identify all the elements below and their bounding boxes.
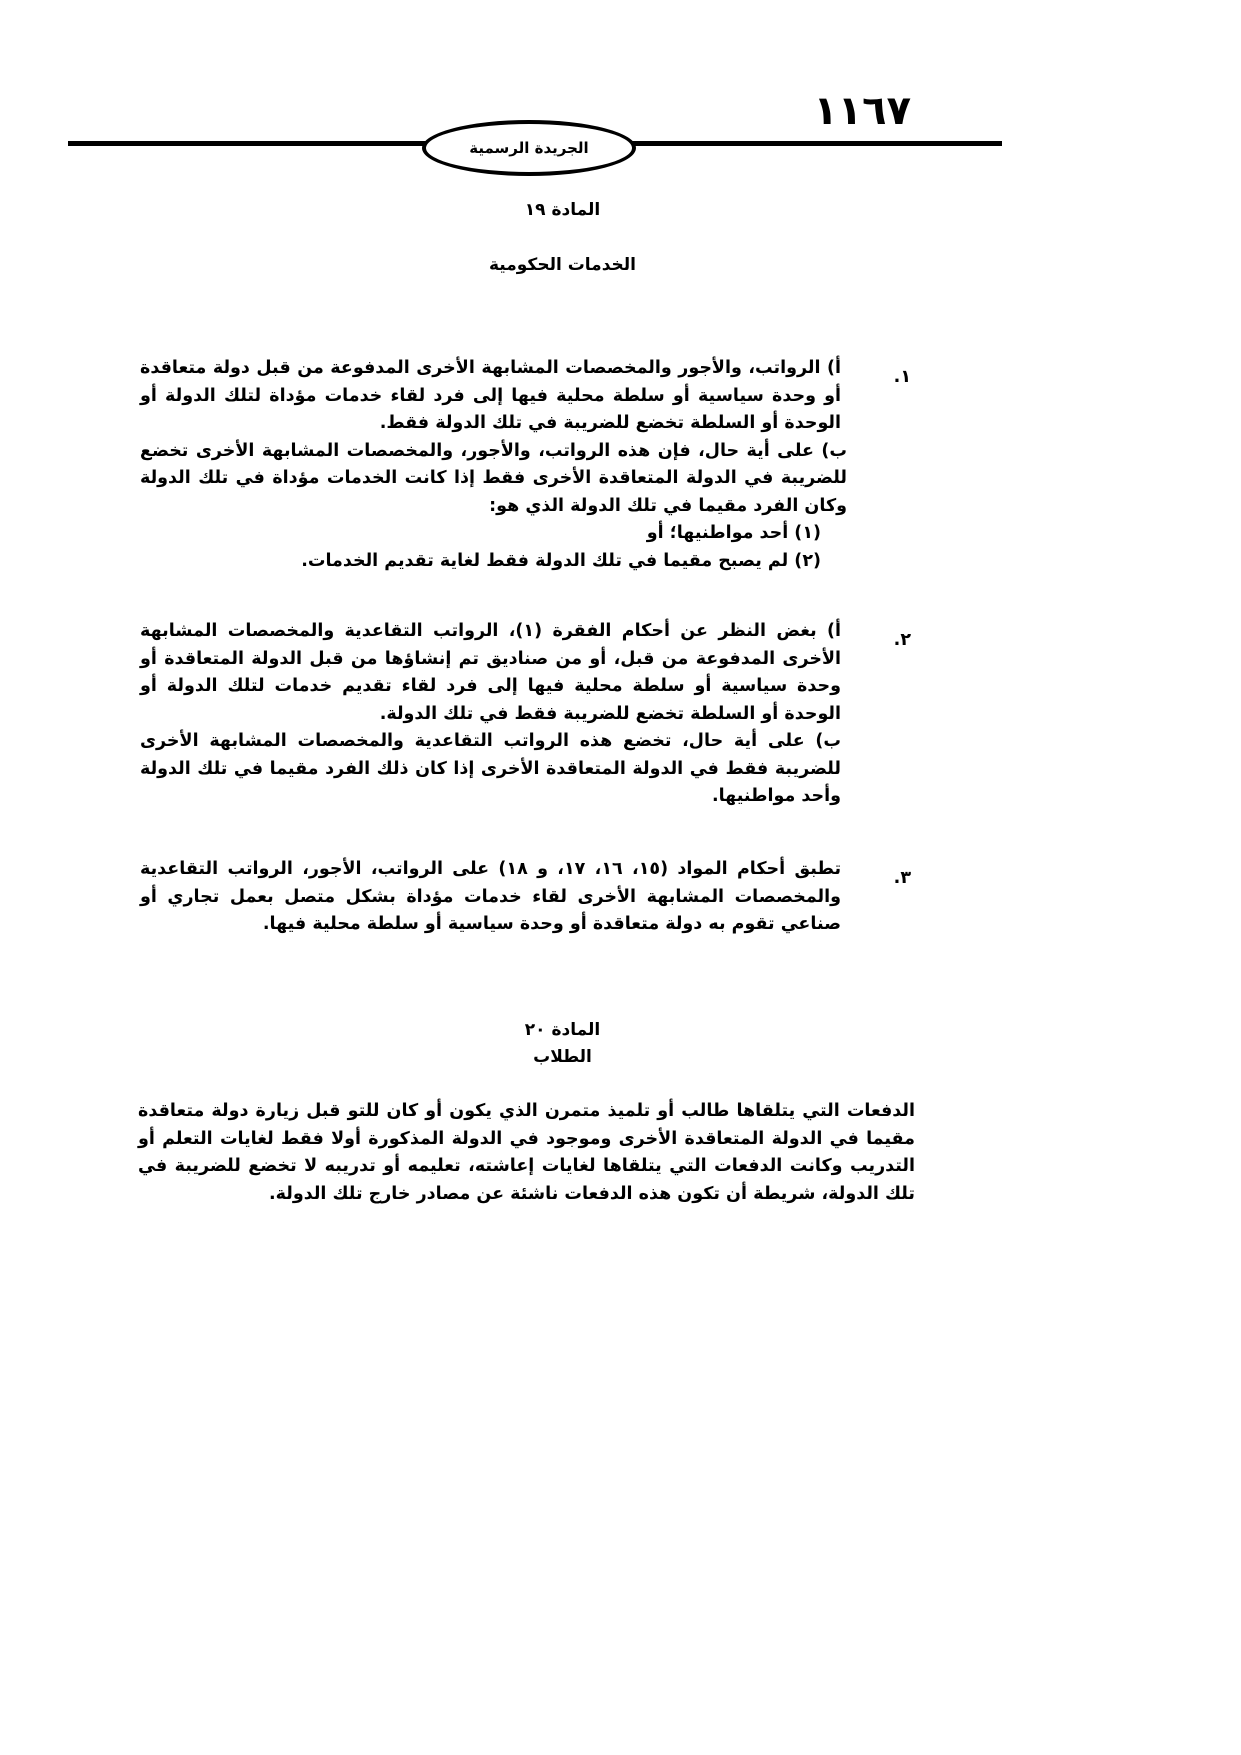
gazette-title-oval [422,120,636,176]
item-3-text: تطبق أحكام المواد (١٥، ١٦، ١٧، و ١٨) على الرواتب، الأجور، الرواتب التقاعدية والمخصصات المشابهة الأخرى لقاء خدمات مؤداة بشكل متصل بعمل تجاري أو صناعي تقوم به دولة متعاقدة أو وحدة سياسية أو سلطة محلية فيها. [140,859,842,934]
item-1-a: أ) الرواتب، والأجور والمخصصات المشابهة الأخرى المدفوعة من قبل دولة متعاقدة أو وحدة سياسية أو سلطة محلية فيها إلى فرد لقاء خدمات مؤداة لتلك الدولة أو الوحدة أو السلطة تخضع للضريبة في تلك الدولة فقط. [140,358,841,433]
header-rule-left [68,141,428,146]
item-2-a: أ) بغض النظر عن أحكام الفقرة (١)، الرواتب التقاعدية والمخصصات المشابهة الأخرى المدفوعة من قبل، أو من صناديق تم إنشاؤها من قبل الدولة المتعاقدة أو وحدة سياسية أو سلطة محلية فيها إلى فرد لقاء تقديم خدمات لتلك الدولة أو الوحدة أو السلطة تخضع للضريبة فقط في تلك الدولة. [140,621,841,724]
article-20-text [138,1098,915,1208]
item-3-number: ٣. [893,868,911,888]
header-rule-right [622,141,1002,146]
article-19-item-3 [140,856,841,939]
page-number: ١١٦٧ [813,88,911,134]
article-19-item-2 [140,618,841,811]
article-19-title: المادة ١٩ [524,200,601,220]
item-1-number: ١. [893,367,911,387]
article-19-subtitle: الخدمات الحكومية [489,255,636,275]
item-1-b: ب) على أية حال، فإن هذه الرواتب، والأجور، والمخصصات المشابهة الأخرى تخضع للضريبة في الدولة المتعاقدة الأخرى فقط إذا كانت الخدمات مؤداة في تلك الدولة وكان الفرد مقيما في تلك الدولة الذي هو: [140,440,847,516]
article-19-item-1 [140,355,847,575]
gazette-title: الجريدة الرسمية [469,139,589,157]
item-1-b2: (٢) لم يصبح مقيما في تلك الدولة فقط لغاية تقديم الخدمات. [301,550,821,571]
article-20-subtitle: الطلاب [533,1047,592,1067]
article-20-paragraph: الدفعات التي يتلقاها طالب أو تلميذ متمرن الذي يكون أو كان للتو قبل زيارة دولة متعاقدة مقيما في الدولة المتعاقدة الأخرى وموجود في الدولة المذكورة أولا فقط لغايات التعلم أو التدريب وكانت الدفعات التي يتلقاها لغايات إعاشته، تعليمه أو تدريبه لا تخضع للضريبة في تلك الدولة، شريطة أن تكون هذه الدفعات ناشئة عن مصادر خارج تلك الدولة. [138,1101,915,1204]
item-2-number: ٢. [893,630,911,650]
article-20-title: المادة ٢٠ [524,1020,601,1040]
item-2-b: ب) على أية حال، تخضع هذه الرواتب التقاعدية والمخصصات المشابهة الأخرى للضريبة فقط في الدولة المتعاقدة الأخرى إذا كان ذلك الفرد مقيما في تلك الدولة وأحد مواطنيها. [140,731,841,806]
item-1-b1: (١) أحد مواطنيها؛ أو [646,523,821,543]
